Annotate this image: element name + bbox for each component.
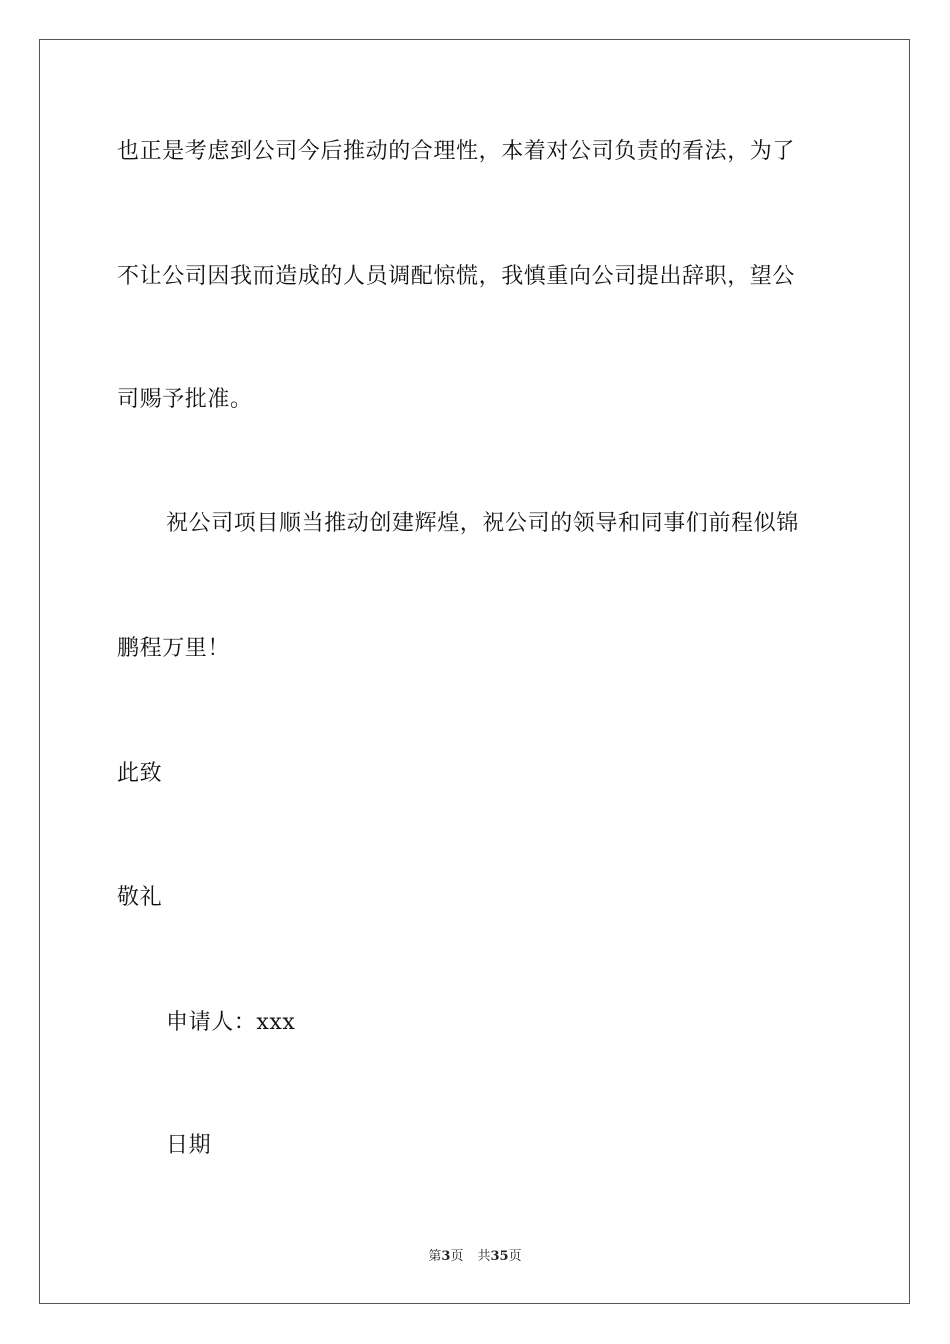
body-paragraph-line-1: 也正是考虑到公司今后推动的合理性，本着对公司负责的看法，为了: [117, 139, 796, 164]
body-paragraph-line-2: 不让公司因我而造成的人员调配惊慌，我慎重向公司提出辞职，望公: [117, 264, 796, 289]
total-prefix: 共: [477, 1249, 491, 1264]
page-current: 3: [441, 1249, 451, 1264]
applicant-line: 申请人：xxx: [166, 1010, 296, 1035]
closing-salutation: 此致: [117, 761, 163, 786]
page-prefix: 第: [428, 1249, 442, 1264]
wishes-line-1: 祝公司项目顺当推动创建辉煌，祝公司的领导和同事们前程似锦: [166, 511, 799, 536]
body-paragraph-line-3: 司赐予批准。: [117, 387, 253, 412]
total-suffix: 页: [508, 1249, 522, 1264]
page-footer: [0, 1248, 950, 1266]
closing-regards: 敬礼: [117, 885, 163, 910]
date-line: 日期: [166, 1133, 212, 1158]
page-frame: [39, 39, 910, 1304]
wishes-line-2: 鹏程万里！: [117, 636, 231, 661]
page-total: 35: [490, 1249, 509, 1264]
page-suffix: 页: [450, 1249, 464, 1264]
